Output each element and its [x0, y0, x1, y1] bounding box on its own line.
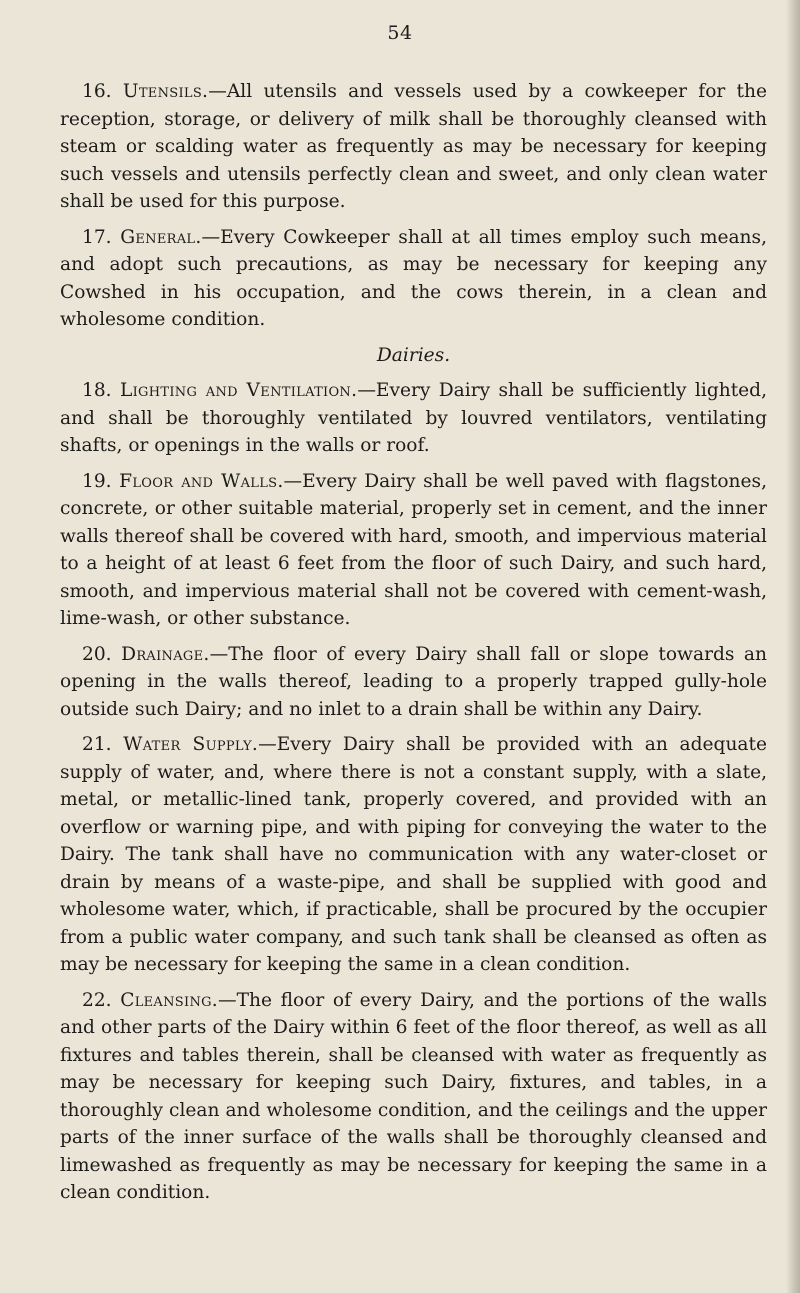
- separator: —: [201, 226, 221, 248]
- section-17: [60, 224, 767, 334]
- section-number: 22.: [82, 989, 112, 1011]
- section-number: 16.: [82, 81, 112, 102]
- section-number: 21.: [82, 734, 112, 755]
- section-heading: Water Supply.: [123, 734, 259, 755]
- section-20: [60, 641, 767, 724]
- section-heading: Cleansing.: [120, 989, 219, 1011]
- section-heading: Utensils.: [122, 81, 209, 102]
- page-number: 54: [387, 22, 413, 44]
- section-16: [60, 78, 767, 216]
- section-heading: General.: [120, 226, 202, 248]
- page-edge-shadow: [786, 0, 800, 1293]
- separator: —: [208, 81, 227, 102]
- section-text: Every Cowkeeper shall at all times employ such means, and adopt such precautions, as may be necessary for keeping any Cowshed in his occupation, and the cows therein, in a clean and wholesome condition.: [60, 226, 767, 330]
- section-21: [60, 731, 767, 979]
- section-number: 18.: [82, 380, 112, 401]
- section-heading: Floor and Walls.: [119, 470, 284, 492]
- section-22: [60, 987, 767, 1207]
- section-text: Every Dairy shall be well paved with flagstones, concrete, or other suitable material, properly set in cement, and the inner walls thereof shall be covered with hard, smooth, and impervious material to a height of at least 6 feet from the floor of such Dairy, and such hard, smooth, and impervious material shall not be covered with cement-wash, lime-wash, or other substance.: [60, 470, 767, 629]
- page-body: [60, 78, 767, 1215]
- section-heading: Drainage.: [121, 643, 210, 665]
- section-19: [60, 468, 767, 633]
- section-text: Every Dairy shall be sufficiently lighted, and shall be thoroughly ventilated by louvred ventilators, ventilating shafts, or openings in the walls or roof.: [60, 380, 767, 456]
- section-subheading: Dairies.: [376, 344, 451, 366]
- section-number: 20.: [82, 643, 112, 665]
- section-text: The floor of every Dairy shall fall or slope towards an opening in the walls thereof, leading to a properly trapped gully-hole outside such Dairy; and no inlet to a drain shall be within any Dairy.: [60, 643, 767, 720]
- section-text: All utensils and vessels used by a cowkeeper for the reception, storage, or delivery of milk shall be thoroughly cleansed with steam or scalding water as frequently as may be necessary for keeping such vessels and utensils perfectly clean and sweet, and only clean water shall be used for this purpose.: [60, 81, 767, 212]
- separator: —: [258, 734, 277, 755]
- section-18: [60, 377, 767, 460]
- section-text: The floor of every Dairy, and the portions of the walls and other parts of the Dairy within 6 feet of the floor thereof, as well as all fixtures and tables therein, shall be cleansed with water as frequently as may be necessary for keeping such Dairy, fixtures, and tables, in a thoroughly clean and wholesome condition, and the ceilings and the upper parts of the inner surface of the walls shall be thoroughly cleansed and limewashed as frequently as may be necessary for keeping the same in a clean condition.: [60, 989, 767, 1203]
- separator: —: [357, 380, 376, 401]
- separator: —: [283, 470, 303, 492]
- section-number: 19.: [82, 470, 112, 492]
- separator: —: [209, 643, 229, 665]
- section-number: 17.: [82, 226, 112, 248]
- section-heading: Lighting and Ventilation.: [119, 380, 358, 401]
- separator: —: [218, 989, 237, 1011]
- section-text: Every Dairy shall be provided with an adequate supply of water, and, where there is not a constant supply, with a slate, metal, or metallic-lined tank, properly covered, and provided with an overflow or warning pipe, and with piping for conveying the water to the Dairy. The tank shall have no communication with any water-closet or drain by means of a waste-pipe, and shall be supplied with good and wholesome water, which, if practicable, shall be procured by the occupier from a public water company, and such tank shall be cleansed as often as may be necessary for keeping the same in a clean condition.: [60, 734, 767, 975]
